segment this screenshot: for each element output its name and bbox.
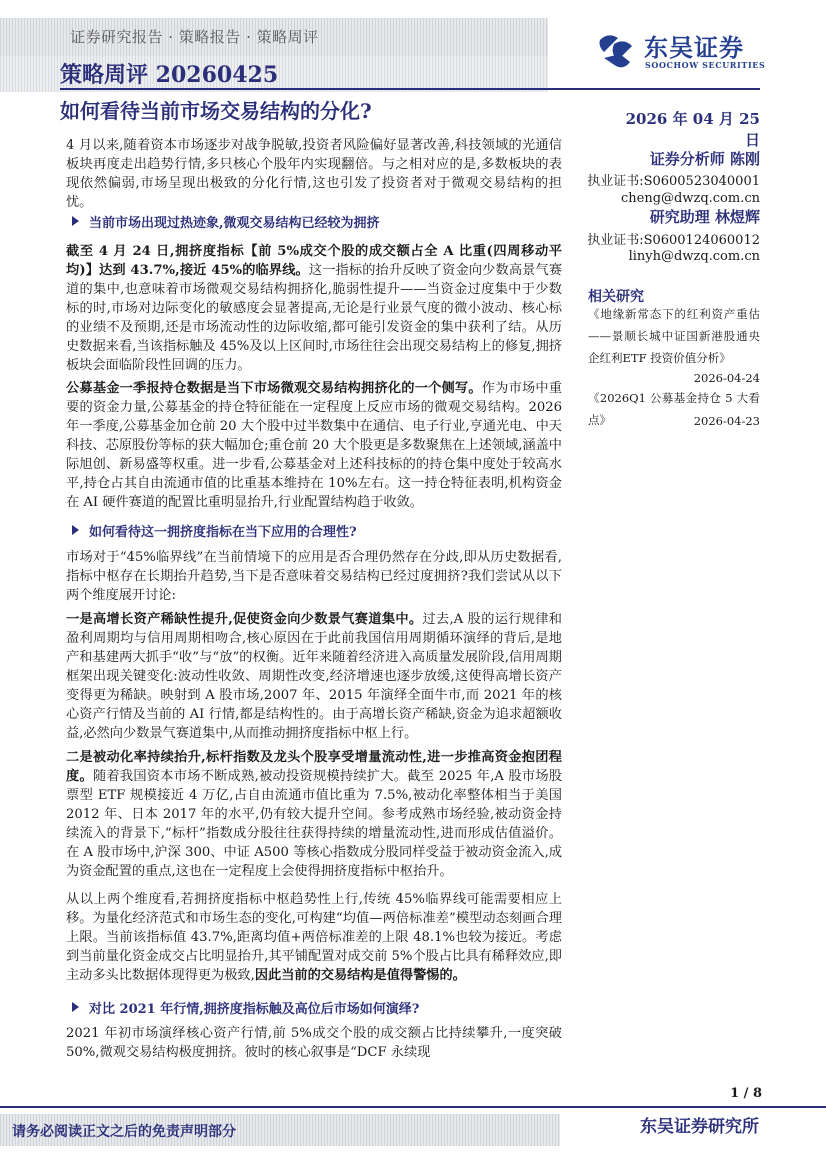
related-item-date: 2026-04-24 [693,371,760,385]
paragraph-text: 这一指标的抬升反映了资金向少数高景气赛道的集中,也意味着市场微观交易结构拥挤化,脆弱性提升——当资金过度集中于少数标的时,市场对边际变化的敏感度会显著提高,无论是行业景气度的微小波动、核心标的业绩不及预期,还是市场流动性的边际收缩,都可能引发资金的集中获利了结。从历史数据来看,当该指标触及 45%及以上区间时,市场往往会出现交易结构上的修复,拥挤板块会面临阶段性回调的压力。 [66,263,563,373]
paragraph [66,610,562,743]
paragraph: 2021 年初市场演绎核心资产行情,前 5%成交个股的成交额占比持续攀升,一度突破 50%,微观交易结构极度拥挤。彼时的核心叙事是“DCF 永续现 [66,1026,562,1060]
related-research-heading: 相关研究 [588,289,644,305]
section-arrow-icon [72,525,79,535]
analyst-1-cert: 执业证书:S0600523040001 [587,174,760,189]
disclaimer-notice[interactable]: 请务必阅读正文之后的免责声明部分 [12,1124,236,1140]
analyst-2-cert: 执业证书:S0600124060012 [587,233,760,248]
paragraph-conclusion: 因此当前的交易结构是值得警惕的。 [254,968,466,983]
analyst-1-name: 证券分析师 陈刚 [649,150,760,168]
paragraph-lead: 二是被动化率持续抬升,标杆指数及龙头个股享受增量流动性,进一步推高资金抱团程度。 [66,750,562,784]
paragraph-text: 作为市场中重要的资金力量,公募基金的持仓特征能在一定程度上反应市场的微观交易结构。2026 年一季度,公募基金加仓前 20 大个股中过半数集中在通信、电子行业,亨通光电、中天科技、芯原股份等标的获大幅加仓;重仓前 20 大个股更是多数聚焦在上述领域,涵盖中际旭创、新易盛等权重。进一步看,公募基金对上述科技标的的持仓集中度处于较高水平,持仓占其自由流通市值的比重基本维持在 10%左右。这一持仓特征表明,机构资金在 AI 硬件赛道的配置比重明显抬升,行业配置结构趋于收敛。 [66,381,563,510]
page-number: 1 / 8 [730,1086,762,1101]
report-title: 如何看待当前市场交易结构的分化? [60,99,372,123]
paragraph-lead: 截至 4 月 24 日,拥挤度指标【前 5%成交个股的成交额占全 A 比重(四周移动平均)】达到 43.7%,接近 45%的临界线。 [66,244,562,278]
footer-rule [0,1106,826,1108]
breadcrumb: 证券研究报告 · 策略报告 · 策略周评 [70,28,319,46]
section-heading: 对比 2021 年行情,拥挤度指标触及高位后市场如何演绎? [72,1000,562,1019]
related-item-date: 2026-04-23 [693,414,760,428]
section-arrow-icon [72,1002,79,1012]
paragraph [66,748,562,881]
logo-chinese-name: 东吴证券 [644,33,744,62]
section-arrow-icon [72,216,79,226]
paragraph-lead: 一是高增长资产稀缺性提升,促使资金向少数景气赛道集中。 [66,612,423,627]
section-heading: 如何看待这一拥挤度指标在当下应用的合理性? [72,523,562,542]
header-rule [60,88,760,90]
paragraph-lead: 公募基金一季报持仓数据是当下市场微观交易结构拥挤化的一个侧写。 [66,381,482,396]
paragraph [66,379,562,512]
paragraph [66,890,562,985]
report-date: 2026 年 04 月 25 日 [625,110,760,149]
paragraph-text: 随着我国资本市场不断成熟,被动投资规模持续扩大。截至 2025 年,A 股市场股票型 ETF 规模接近 4 万亿,占自由流通市值比重为 7.5%,被动化率整体相当于美国 2012 年、日本 2017 年的水平,仍有较大提升空间。参考成熟市场经验,被动资金持续流入的背景下,“标杆”指数成分股往往获得持续的增量流动性,进而形成估值溢价。在 A 股市场中,沪深 300、中证 A500 等核心指数成分股同样受益于被动资金流入,成为资金配置的重点,这也在一定程度上会使得拥挤度指标中枢抬升。 [66,769,563,879]
analyst-2-email[interactable]: linyh@dwzq.com.cn [628,249,760,264]
intro-paragraph: 4 月以来,随着资本市场逐步对战争脱敏,投资者风险偏好显著改善,科技领域的光通信板块再度走出趋势行情,多只核心个股年内实现翻倍。与之相对应的是,多数板块的表现依然偏弱,市场呈现出极致的分化行情,这也引发了投资者对于微观交易结构的担忧。 [66,138,562,210]
footer-organization: 东吴证券研究所 [640,1117,759,1137]
section-heading: 当前市场出现过热迹象,微观交易结构已经较为拥挤 [72,214,562,233]
report-series: 策略周评 20260425 [60,62,279,88]
logo-mark-icon [594,30,638,74]
logo-english-name: SOOCHOW SECURITIES [645,60,766,70]
paragraph-text: 从以上两个维度看,若拥挤度指标中枢趋势性上行,传统 45%临界线可能需要相应上移。为量化经济范式和市场生态的变化,可构建“均值—两倍标准差”模型动态刻画合理上限。当前该指标值 43.7%,距离均值+两倍标准差的上限 48.1%也较为接近。考虑到当前量化资金成交占比明显抬升,其平铺配置对成交前 5%个股占比具有稀释效应,即主动多头比数据体现得更为极致, [66,892,562,983]
paragraph [66,242,562,375]
related-item-title[interactable]: 《2026Q1 公募基金持仓 5 大看点》 [588,391,760,427]
analyst-1-email[interactable]: cheng@dwzq.com.cn [620,191,760,206]
paragraph: 市场对于“45%临界线”在当前情境下的应用是否合理仍然存在分歧,即从历史数据看,指标中枢存在长期抬升趋势,当下是否意味着交易结构已经过度拥挤?我们尝试从以下两个维度展开讨论: [66,550,562,603]
related-item-title[interactable]: 《地缘新常态下的红利资产重估——景顺长城中证国新港股通央企红利ETF 投资价值分析》 [588,307,760,365]
paragraph-text: 过去,A 股的运行规律和盈利周期均与信用周期相吻合,核心原因在于此前我国信用周期循环演绎的背后,是地产和基建两大抓手“收”与“放”的权衡。近年来随着经济进入高质量发展阶段,信用周期框架出现关键变化:波动性收敛、周期性改变,经济增速也逐步放缓,这使得高增长资产变得更为稀缺。映射到 A 股市场,2007 年、2015 年演绎全面牛市,而 2021 年的核心资产行情及当前的 AI 行情,都是结构性的。由于高增长资产稀缺,资金为追求超额收益,必然向少数景气赛道集中,从而推动拥挤度指标中枢上行。 [66,612,562,741]
analyst-2-name: 研究助理 林煜辉 [649,208,760,226]
